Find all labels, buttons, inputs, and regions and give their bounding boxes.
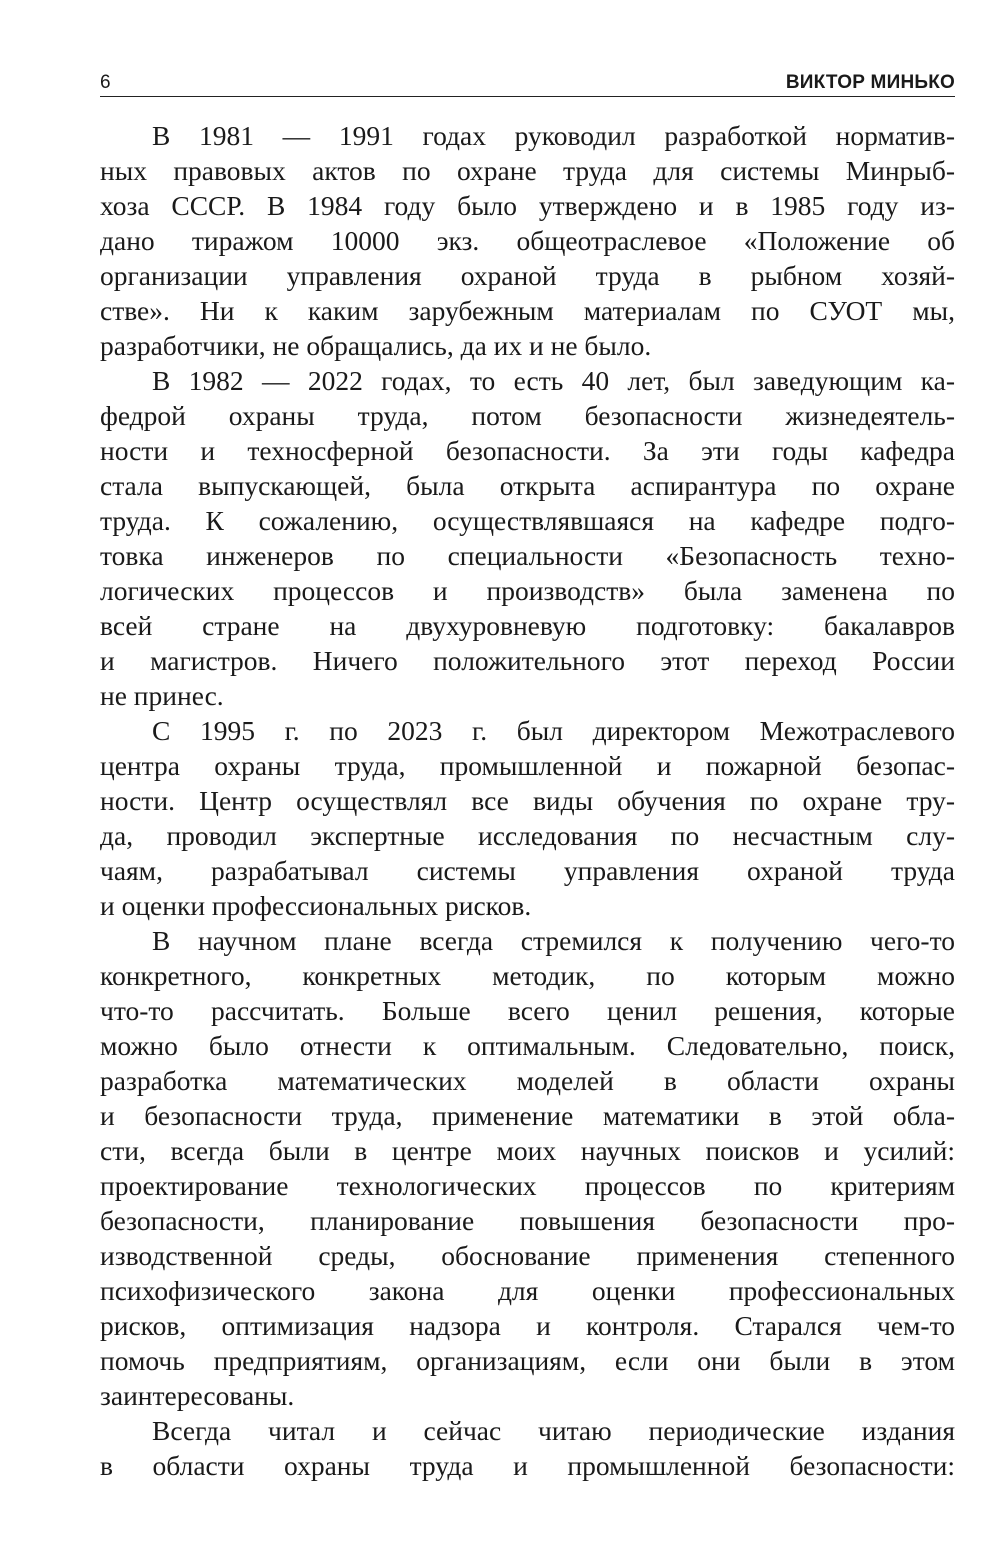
text-line: рисков, оптимизация надзора и контроля. Старался чем-то: [100, 1310, 955, 1341]
paragraph: [100, 713, 955, 923]
running-header: [100, 72, 955, 97]
text-line: ности. Центр осуществлял все виды обучения по охране тру-: [100, 785, 955, 816]
text-line: можно было отнести к оптимальным. Следовательно, поиск,: [100, 1030, 955, 1061]
text-line: В научном плане всегда стремился к получению чего-то: [152, 925, 955, 956]
paragraph: [100, 118, 955, 363]
body-text: [100, 118, 955, 1483]
text-line: и магистров. Ничего положительного этот переход России: [100, 645, 955, 676]
text-line: да, проводил экспертные исследования по несчастным слу-: [100, 820, 955, 851]
text-line: проектирование технологических процессов по критериям: [100, 1170, 955, 1201]
text-line: изводственной среды, обоснование применения степенного: [100, 1240, 955, 1271]
text-line: С 1995 г. по 2023 г. был директором Межотраслевого: [152, 715, 955, 746]
text-line: В 1981 — 1991 годах руководил разработкой норматив-: [152, 120, 955, 151]
text-line: не принес.: [100, 680, 224, 711]
text-line: психофизического закона для оценки профессиональных: [100, 1275, 955, 1306]
text-line: центра охраны труда, промышленной и пожарной безопас-: [100, 750, 955, 781]
text-line: разработка математических моделей в области охраны: [100, 1065, 955, 1096]
paragraph: [100, 1413, 955, 1483]
paragraph: [100, 363, 955, 713]
text-line: ных правовых актов по охране труда для системы Минрыб-: [100, 155, 955, 186]
text-line: стала выпускающей, была открыта аспирантура по охране: [100, 470, 955, 501]
text-line: федрой охраны труда, потом безопасности жизнедеятель-: [100, 400, 955, 431]
text-line: всей стране на двухуровневую подготовку: бакалавров: [100, 610, 955, 641]
text-line: разработчики, не обращались, да их и не было.: [100, 330, 652, 361]
text-line: ности и техносферной безопасности. За эти годы кафедра: [100, 435, 955, 466]
text-line: и оценки профессиональных рисков.: [100, 890, 532, 921]
text-line: и безопасности труда, применение математики в этой обла-: [100, 1100, 955, 1131]
text-line: помочь предприятиям, организациям, если они были в этом: [100, 1345, 955, 1376]
running-head-author: ВИКТОР МИНЬКО: [785, 72, 955, 93]
text-line: чаям, разрабатывал системы управления охраной труда: [100, 855, 955, 886]
text-line: товка инженеров по специальности «Безопасность техно-: [100, 540, 955, 571]
paragraph: [100, 923, 955, 1413]
text-line: Всегда читал и сейчас читаю периодические издания: [152, 1415, 955, 1446]
text-line: труда. К сожалению, осуществлявшаяся на кафедре подго-: [100, 505, 955, 536]
text-line: что-то рассчитать. Больше всего ценил решения, которые: [100, 995, 955, 1026]
text-line: логических процессов и производств» была заменена по: [100, 575, 955, 606]
page-number: 6: [100, 72, 111, 93]
text-line: организации управления охраной труда в рыбном хозяй-: [100, 260, 955, 291]
text-line: конкретного, конкретных методик, по которым можно: [100, 960, 955, 991]
text-line: хоза СССР. В 1984 году было утверждено и в 1985 году из-: [100, 190, 955, 221]
text-line: дано тиражом 10000 экз. общеотраслевое «Положение об: [100, 225, 955, 256]
text-line: безопасности, планирование повышения безопасности про-: [100, 1205, 955, 1236]
text-line: стве». Ни к каким зарубежным материалам по СУОТ мы,: [100, 295, 955, 326]
text-line: в области охраны труда и промышленной безопасности:: [100, 1450, 955, 1481]
text-line: сти, всегда были в центре моих научных поисков и усилий:: [100, 1135, 955, 1166]
text-line: В 1982 — 2022 годах, то есть 40 лет, был заведующим ка-: [152, 365, 955, 396]
text-line: заинтересованы.: [100, 1380, 295, 1411]
